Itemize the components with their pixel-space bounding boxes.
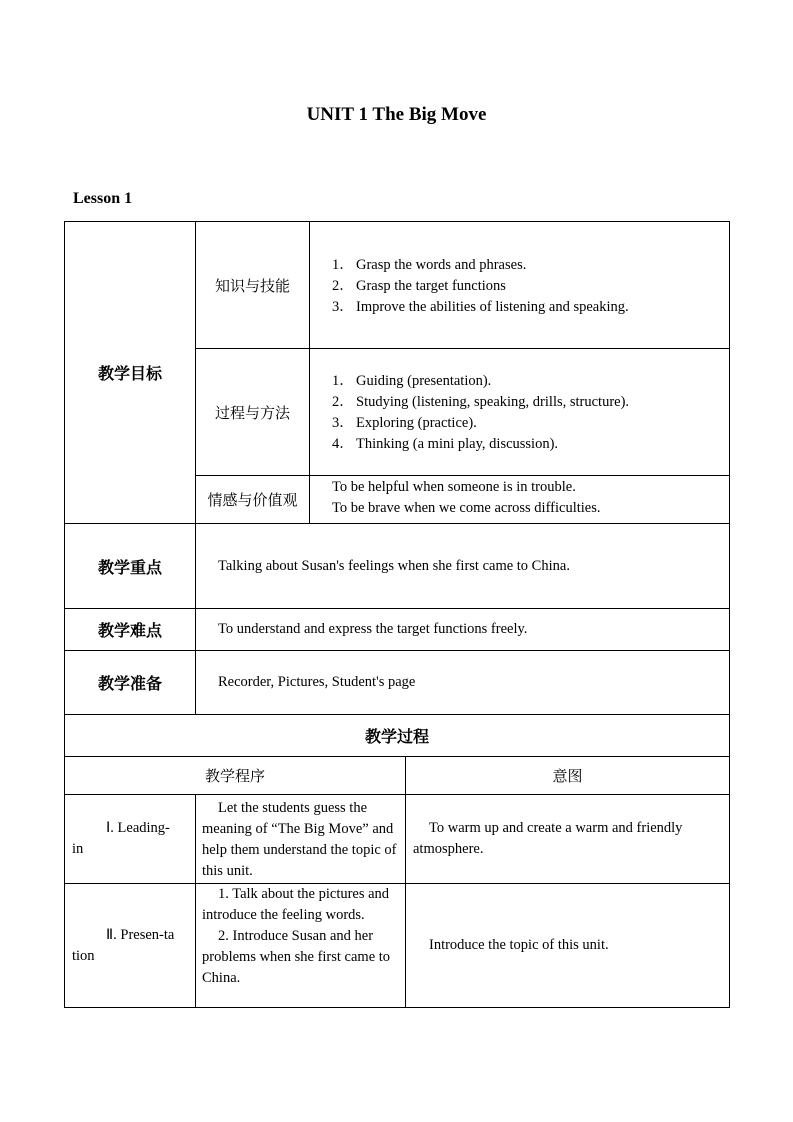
- key-point-content-cell: [195, 523, 730, 609]
- emotion-content-cell: [309, 475, 730, 524]
- steps-column-header: 教学程序: [64, 756, 406, 795]
- step-presentation-cell: [64, 883, 196, 1008]
- step-name-cont: tion: [72, 948, 95, 964]
- knowledge-list: [332, 255, 729, 318]
- activity-text: 2. Introduce Susan and her problems when she first came to China.: [202, 928, 391, 986]
- activity-leading-in-cell: [195, 794, 406, 884]
- process-label-cell: [195, 348, 310, 476]
- list-item: 3． Improve the abilities of listening and speaking.: [332, 299, 629, 315]
- list-item: 1． Guiding (presentation).: [332, 373, 492, 389]
- intent-text-cont: atmosphere.: [413, 841, 484, 857]
- preparation-text: Recorder, Pictures, Student's page: [218, 674, 416, 690]
- emotion-label: 情感与价值观: [207, 491, 298, 509]
- preparation-label: 教学准备: [97, 674, 162, 693]
- list-item: 4． Thinking (a mini play, discussion).: [332, 436, 559, 452]
- intent-leading-in-cell: [405, 794, 730, 884]
- knowledge-content-cell: [309, 221, 730, 349]
- list-item: 2． Grasp the target functions: [332, 278, 506, 294]
- intent-text: To warm up and create a warm and friendly: [429, 820, 683, 836]
- difficulty-label-cell: [64, 608, 196, 651]
- list-item: 3． Exploring (practice).: [332, 415, 477, 431]
- difficulty-label: 教学难点: [97, 621, 162, 640]
- difficulty-content-cell: [195, 608, 730, 651]
- knowledge-label-cell: [195, 221, 310, 349]
- page-title: UNIT 1 The Big Move: [306, 104, 487, 125]
- intent-presentation-cell: [405, 883, 730, 1008]
- intent-column-header: 意图: [405, 756, 730, 795]
- list-item: 2． Studying (listening, speaking, drills, structure).: [332, 394, 630, 410]
- list-item: 1． Grasp the words and phrases.: [332, 257, 527, 273]
- knowledge-label: 知识与技能: [214, 276, 290, 295]
- procedure-heading-cell: [64, 714, 730, 757]
- emotion-line: To be brave when we come across difficulties.: [332, 500, 601, 516]
- difficulty-text: To understand and express the target functions freely.: [218, 621, 528, 637]
- key-point-label: 教学重点: [97, 557, 162, 577]
- activity-presentation-cell: [195, 883, 406, 1008]
- preparation-label-cell: [64, 650, 196, 715]
- objectives-label-cell: [64, 221, 196, 524]
- process-content-cell: [309, 348, 730, 476]
- emotion-label-cell: [195, 475, 310, 524]
- objectives-label: 教学目标: [97, 364, 162, 383]
- lesson-label: Lesson 1: [73, 190, 133, 207]
- intent-text: Introduce the topic of this unit.: [429, 937, 609, 953]
- step-name: Ⅰ. Leading-: [106, 820, 170, 836]
- activity-text: Let the students guess the meaning of “The Big Move” and help them understand the topic of this unit.: [202, 800, 397, 879]
- key-point-label-cell: [64, 523, 196, 609]
- step-name-cont: in: [72, 841, 84, 857]
- activity-text: 1. Talk about the pictures and introduce the feeling words.: [202, 886, 390, 923]
- key-point-text: Talking about Susan's feelings when she first came to China.: [218, 557, 570, 574]
- preparation-content-cell: [195, 650, 730, 715]
- step-name: Ⅱ. Presen-ta: [106, 927, 175, 943]
- process-label: 过程与方法: [214, 403, 290, 422]
- emotion-line: To be helpful when someone is in trouble.: [332, 479, 576, 495]
- step-leading-in-cell: [64, 794, 196, 884]
- process-list: [332, 371, 729, 455]
- procedure-heading: 教学过程: [364, 727, 429, 746]
